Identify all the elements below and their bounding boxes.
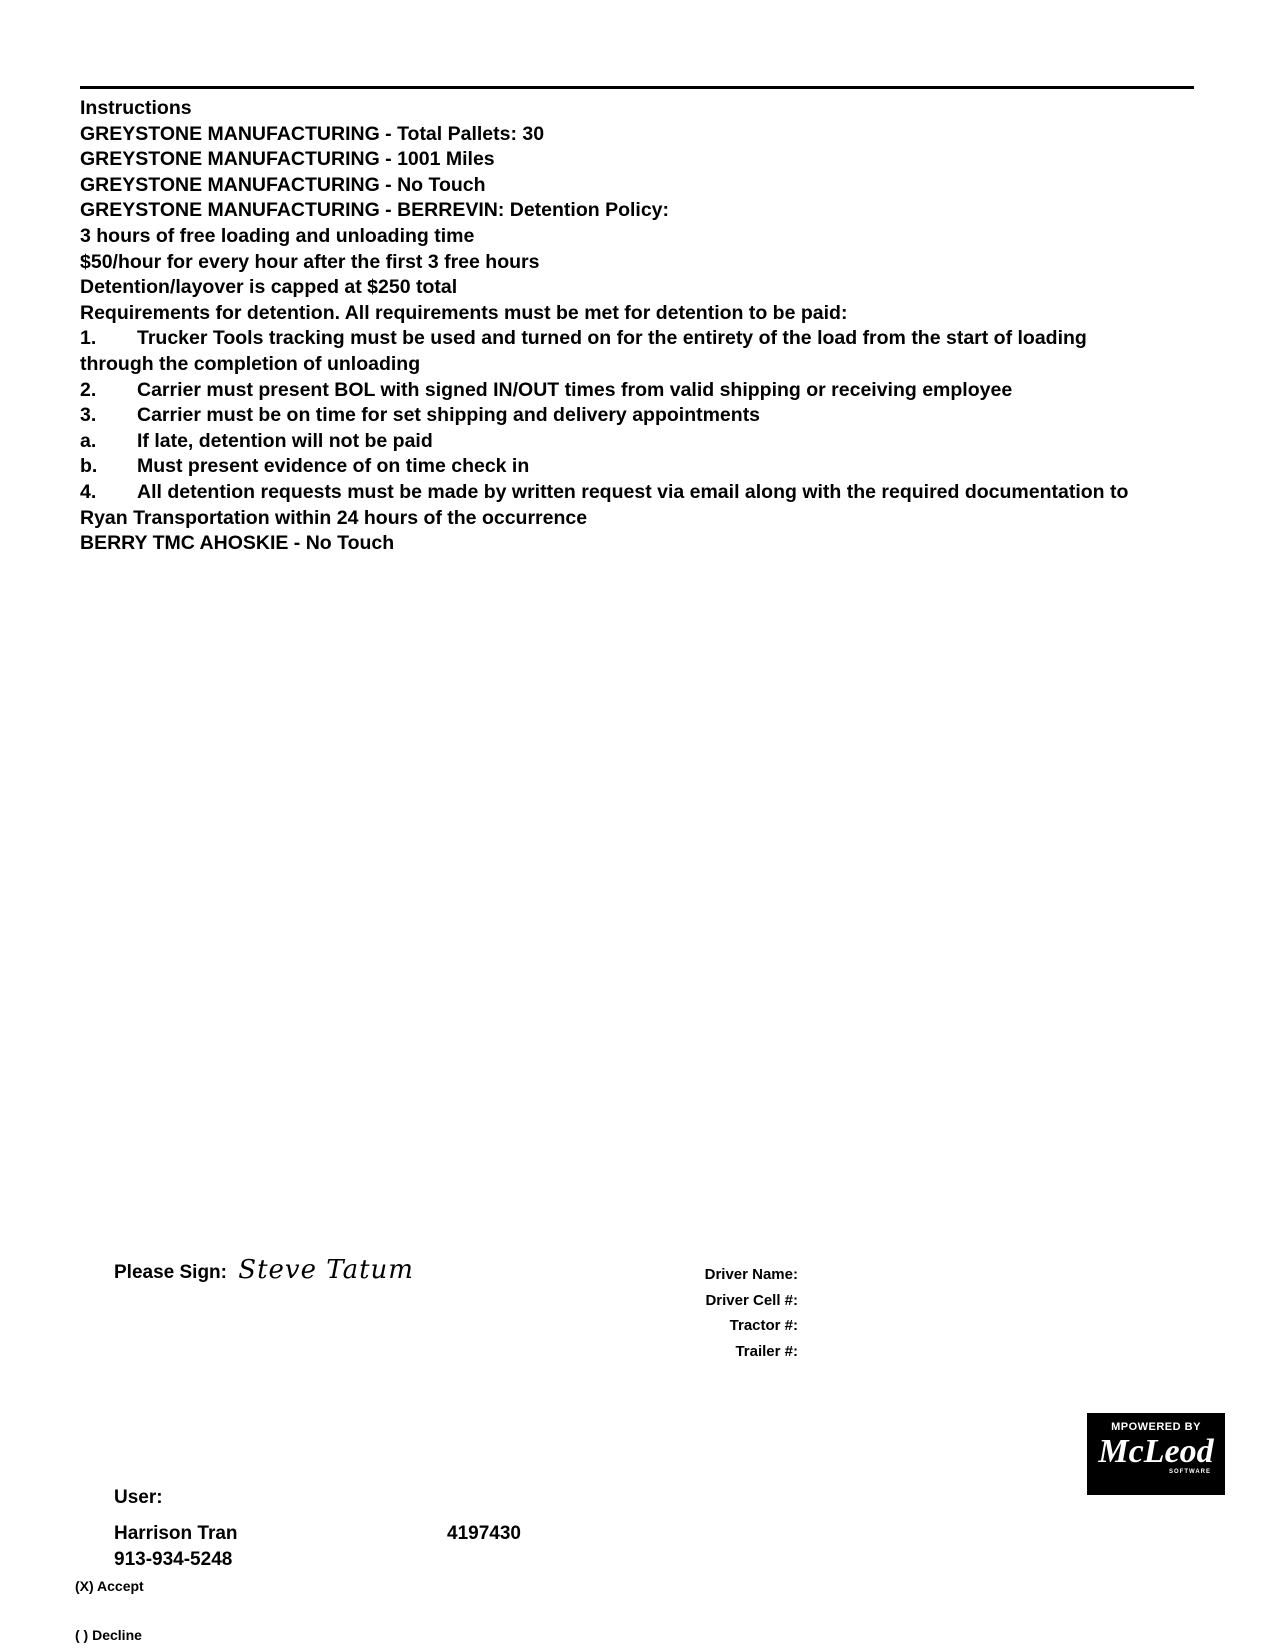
requirement-text: If late, detention will not be paid bbox=[137, 429, 433, 452]
requirement-number: 1. bbox=[80, 327, 97, 350]
trailer-label: Trailer #: bbox=[735, 1342, 798, 1360]
accept-option[interactable]: (X) Accept bbox=[75, 1578, 144, 1594]
requirement-item bbox=[80, 429, 1194, 455]
requirement-item bbox=[80, 454, 1194, 480]
mcleod-logo bbox=[1087, 1413, 1225, 1495]
requirement-number: 2. bbox=[80, 378, 97, 401]
requirement-item bbox=[80, 326, 1194, 352]
instruction-line: 3 hours of free loading and unloading time bbox=[80, 224, 475, 247]
requirement-number: a. bbox=[80, 429, 97, 452]
requirement-text: Trucker Tools tracking must be used and turned on for the entirety of the load from the start of loading bbox=[137, 327, 1087, 350]
signature-row bbox=[114, 1255, 414, 1285]
user-label: User: bbox=[114, 1487, 163, 1508]
signature-label: Please Sign: bbox=[114, 1262, 227, 1283]
decline-option[interactable]: ( ) Decline bbox=[75, 1627, 142, 1643]
top-rule bbox=[80, 86, 1194, 89]
logo-top-text: MPOWERED BY bbox=[1111, 1421, 1201, 1433]
requirement-text: Carrier must be on time for set shipping and delivery appointments bbox=[137, 404, 761, 427]
driver-fields bbox=[650, 1262, 798, 1364]
requirement-number: b. bbox=[80, 455, 98, 478]
instruction-line: $50/hour for every hour after the first 3 free hours bbox=[80, 250, 540, 273]
requirement-number: 3. bbox=[80, 404, 97, 427]
instruction-line: GREYSTONE MANUFACTURING - 1001 Miles bbox=[80, 148, 495, 171]
instructions-heading: Instructions bbox=[80, 97, 192, 119]
requirement-continuation: Ryan Transportation within 24 hours of the occurrence bbox=[80, 506, 588, 529]
requirement-item bbox=[80, 378, 1194, 404]
driver-name-label: Driver Name: bbox=[704, 1266, 798, 1283]
tractor-label: Tractor #: bbox=[729, 1317, 798, 1334]
instruction-line: GREYSTONE MANUFACTURING - Total Pallets: 30 bbox=[80, 122, 545, 145]
requirement-item bbox=[80, 480, 1194, 506]
user-name: Harrison Tran bbox=[114, 1523, 238, 1544]
requirement-continuation: through the completion of unloading bbox=[80, 352, 421, 375]
requirement-text: Carrier must present BOL with signed IN/OUT times from valid shipping or receiving employee bbox=[137, 378, 1013, 401]
instruction-line: Requirements for detention. All requirements must be met for detention to be paid: bbox=[80, 301, 848, 324]
requirement-item bbox=[80, 403, 1194, 429]
user-id: 4197430 bbox=[447, 1523, 521, 1544]
instructions-block bbox=[80, 96, 1194, 557]
signature-value[interactable]: Steve Tatum bbox=[238, 1255, 414, 1285]
requirement-text: Must present evidence of on time check in bbox=[137, 455, 530, 478]
requirement-text: All detention requests must be made by written request via email along with the required documentation to bbox=[137, 480, 1129, 503]
user-phone: 913-934-5248 bbox=[114, 1549, 233, 1570]
instruction-line: Detention/layover is capped at $250 total bbox=[80, 276, 458, 299]
driver-cell-label: Driver Cell #: bbox=[705, 1291, 798, 1309]
instruction-final-line: BERRY TMC AHOSKIE - No Touch bbox=[80, 532, 395, 555]
logo-sub: SOFTWARE bbox=[1169, 1469, 1211, 1475]
requirement-number: 4. bbox=[80, 480, 97, 503]
instruction-line: GREYSTONE MANUFACTURING - BERREVIN: Detention Policy: bbox=[80, 199, 670, 222]
logo-brand: McLeod bbox=[1098, 1433, 1214, 1470]
instruction-line: GREYSTONE MANUFACTURING - No Touch bbox=[80, 173, 486, 196]
